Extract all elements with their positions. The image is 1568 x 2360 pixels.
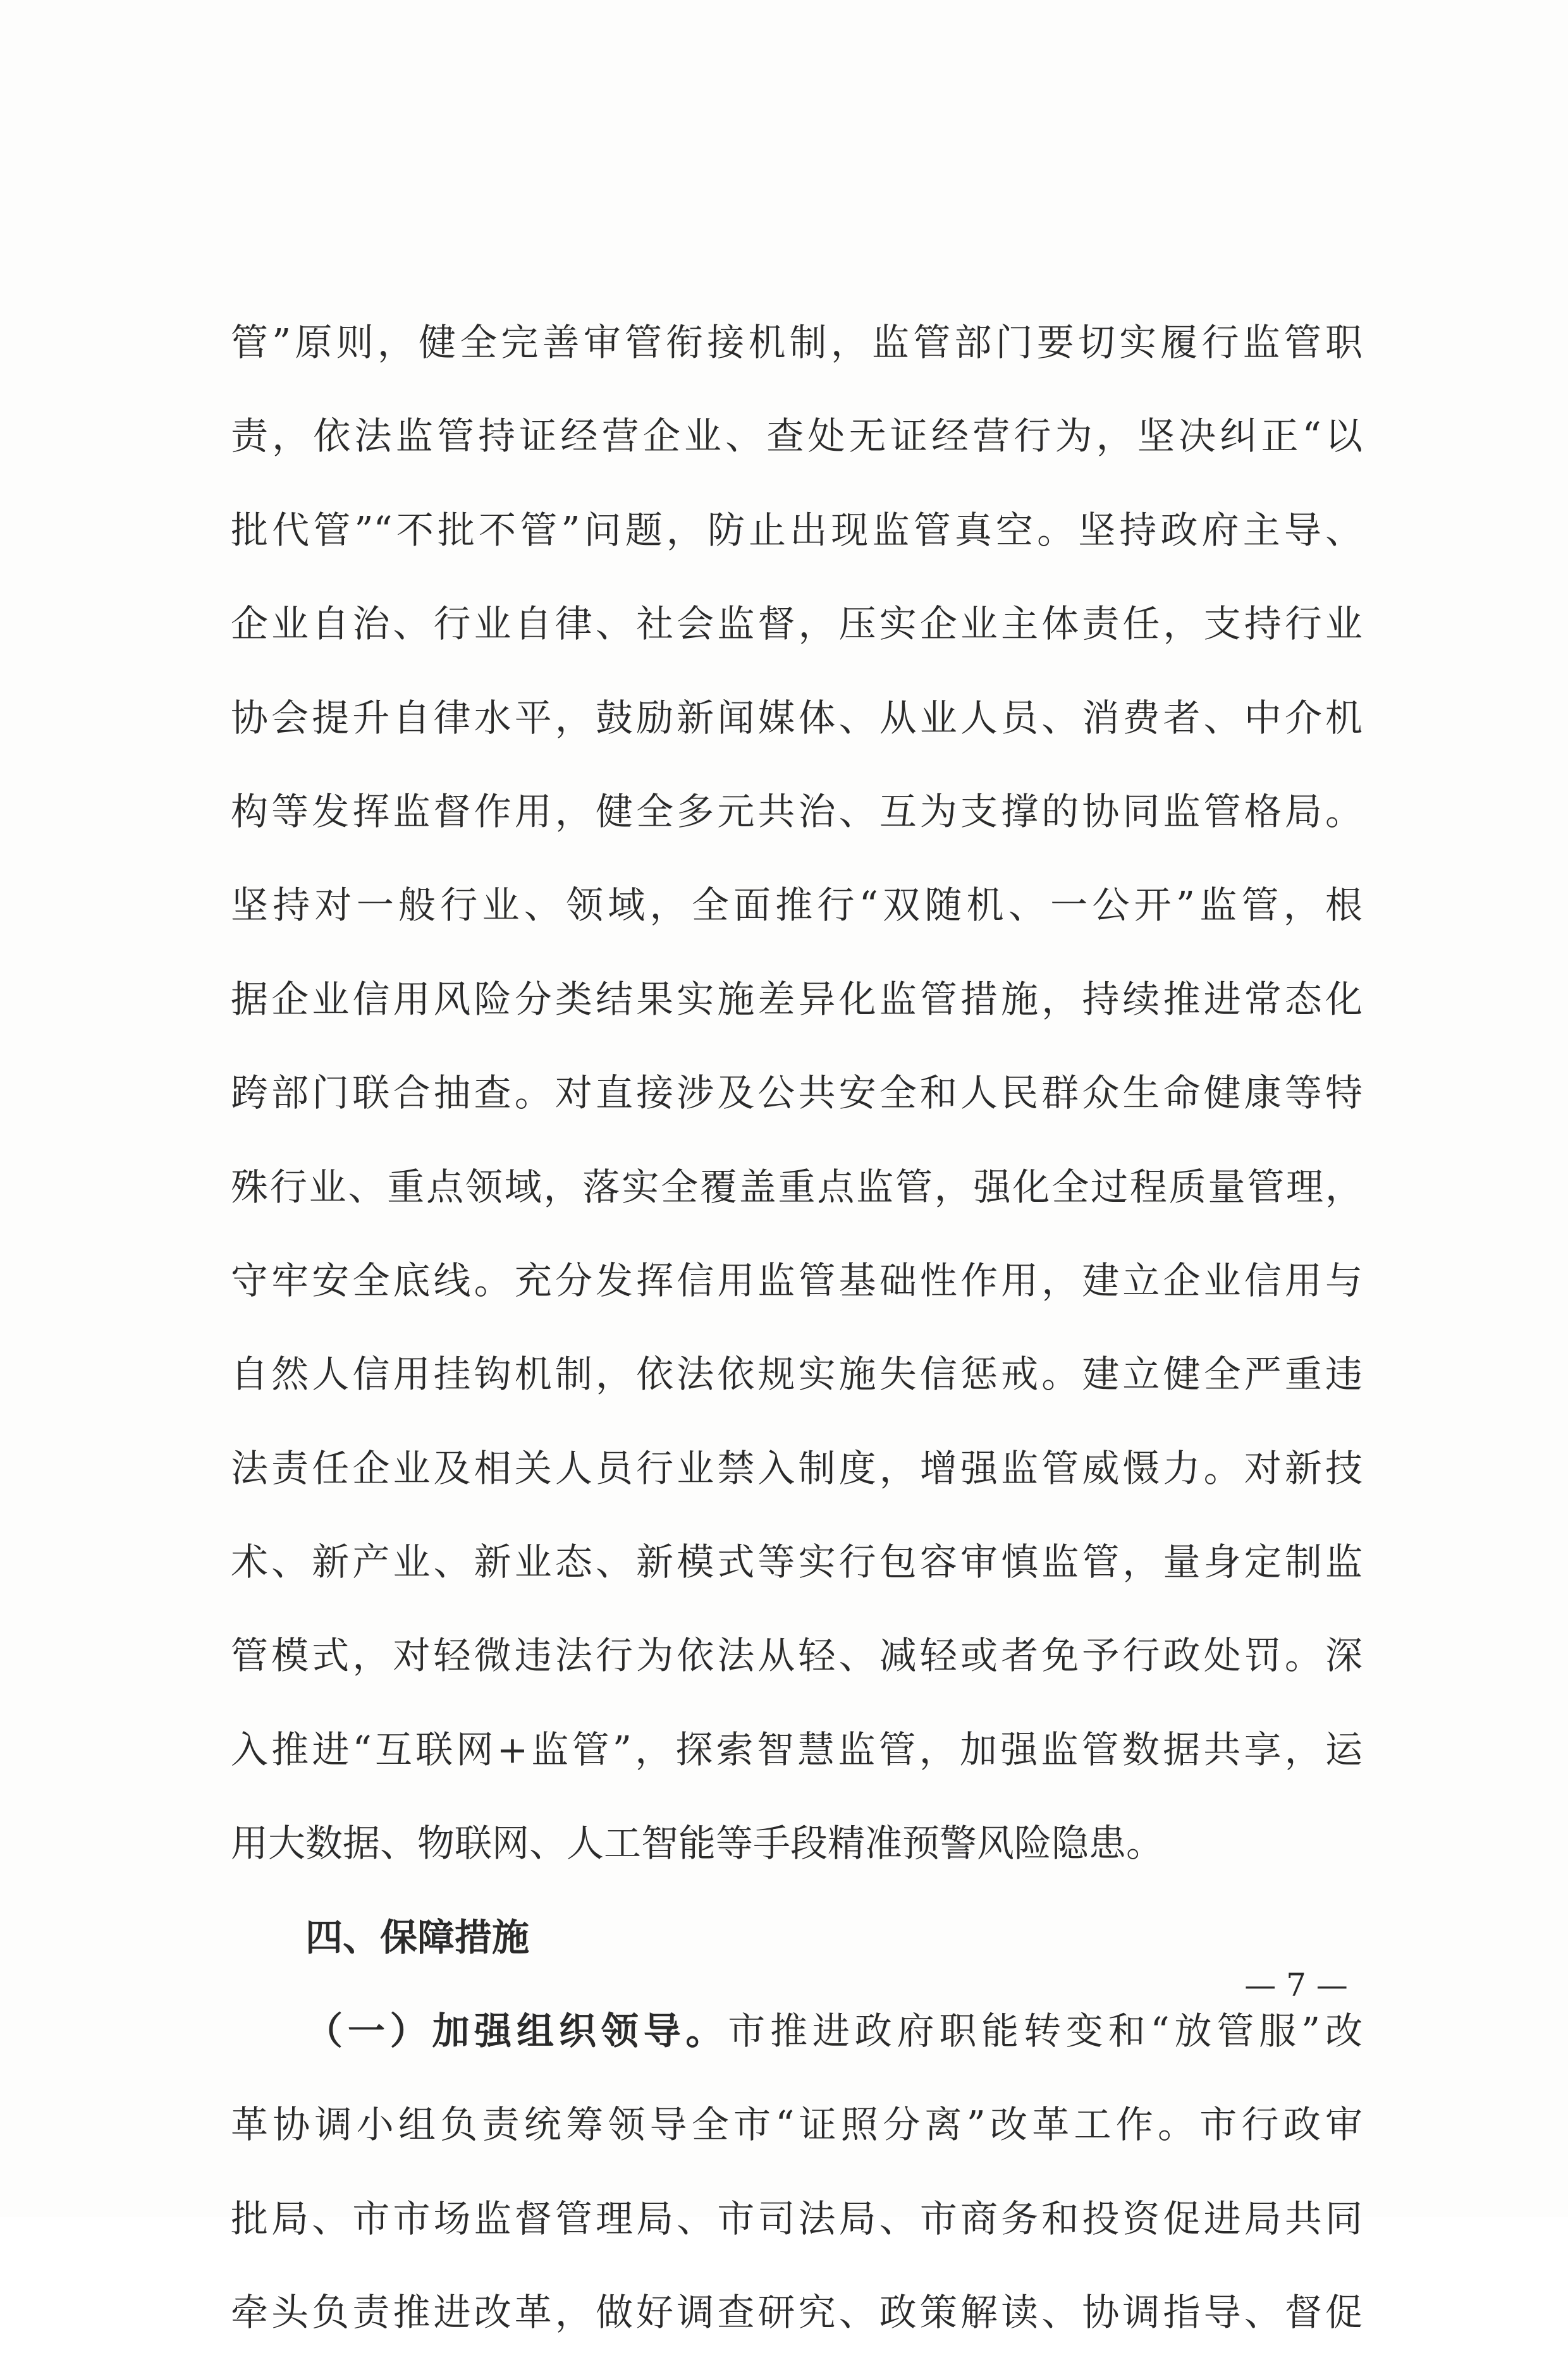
text-line: 批局、市市场监督管理局、市司法局、市商务和投资促进局共同 [231, 2196, 1363, 2241]
text-line: 革协调小组负责统筹领导全市“证照分离”改革工作。市行政审 [231, 2103, 1363, 2147]
page-number: — 7 — [1244, 1967, 1348, 2003]
text-line: 法责任企业及相关人员行业禁入制度，增强监管威慑力。对新技 [231, 1446, 1363, 1490]
paragraph-first-line-rest: 市推进政府职能转变和“放管服”改 [728, 2009, 1363, 2053]
paragraph-first-line [231, 1984, 1363, 2078]
document-body [231, 296, 1363, 2360]
text-line: 牵头负责推进改革，做好调查研究、政策解读、协调指导、督促 [231, 2290, 1363, 2335]
text-line: 据企业信用风险分类结果实施差异化监管措施，持续推进常态化 [231, 977, 1363, 1021]
text-line: 自然人信用挂钩机制，依法依规实施失信惩戒。建立健全严重违 [231, 1352, 1363, 1397]
text-line: 跨部门联合抽查。对直接涉及公共安全和人民群众生命健康等特 [231, 1071, 1363, 1115]
text-line: 入推进“互联网+监管”，探索智慧监管，加强监管数据共享，运 [231, 1727, 1363, 1771]
text-line: 管”原则，健全完善审管衔接机制，监管部门要切实履行监管职 [231, 321, 1363, 364]
paragraph-lead: （一）加强组织领导。 [305, 2009, 728, 2053]
text-line: 坚持对一般行业、领域，全面推行“双随机、一公开”监管，根 [231, 883, 1363, 927]
text-line: 管模式，对轻微违法行为依法从轻、减轻或者免予行政处罚。深 [231, 1634, 1363, 1678]
text-line: 构等发挥监督作用，健全多元共治、互为支撑的协同监管格局。 [231, 789, 1363, 833]
section-heading: 四、保障措施 [305, 1915, 530, 1959]
text-line: 术、新产业、新业态、新模式等实行包容审慎监管，量身定制监 [231, 1540, 1363, 1584]
text-line: 守牢安全底线。充分发挥信用监管基础性作用，建立企业信用与 [231, 1258, 1363, 1302]
text-line: 用大数据、物联网、人工智能等手段精准预警风险隐患。 [231, 1821, 1164, 1866]
text-line: 殊行业、重点领域，落实全覆盖重点监管，强化全过程质量管理， [231, 1165, 1363, 1209]
text-line: 批代管”“不批不管”问题，防止出现监管真空。坚持政府主导、 [231, 508, 1363, 552]
text-line: 协会提升自律水平，鼓励新闻媒体、从业人员、消费者、中介机 [231, 695, 1363, 740]
text-line: 责，依法监管持证经营企业、查处无证经营行为，坚决纠正“以 [231, 414, 1363, 458]
text-line: 企业自治、行业自律、社会监督，压实企业主体责任，支持行业 [231, 602, 1363, 646]
